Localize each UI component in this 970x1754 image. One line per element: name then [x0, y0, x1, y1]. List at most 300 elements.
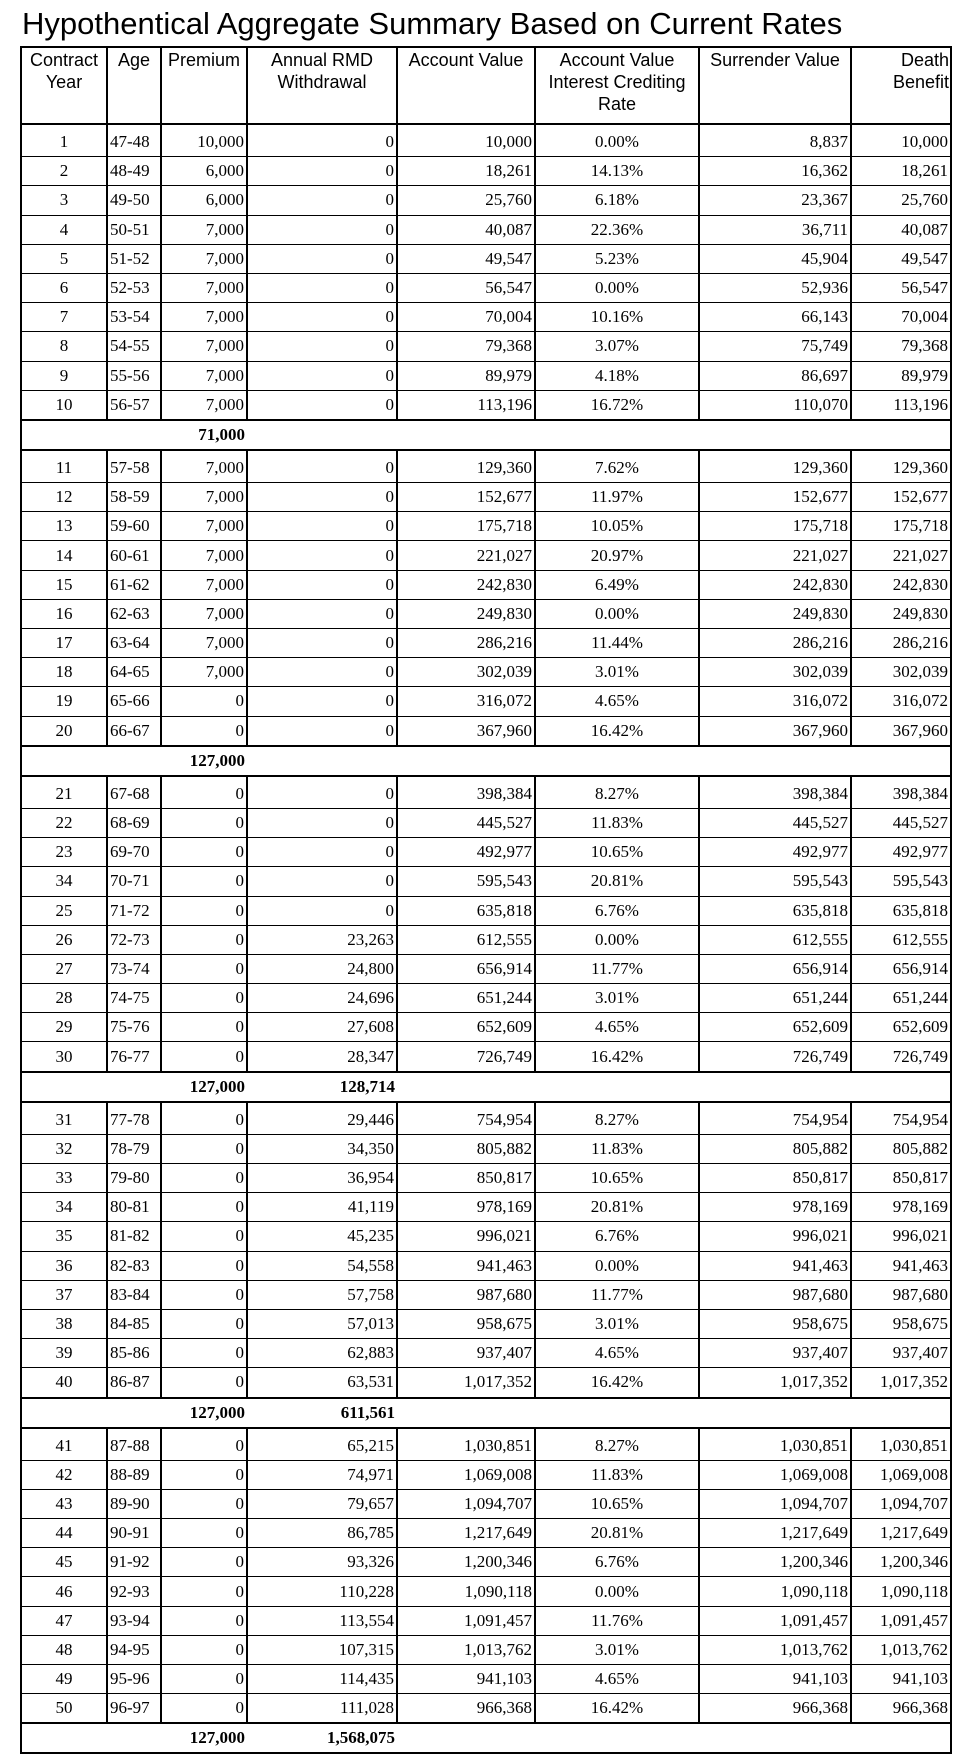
- subtotal-empty-cell: [535, 746, 699, 776]
- surrender-value-cell: 221,027: [699, 541, 851, 570]
- premium-cell: 0: [161, 984, 247, 1013]
- crediting-rate-cell: 16.72%: [535, 390, 699, 420]
- rmd-withdrawal-cell: 0: [247, 629, 397, 658]
- table-row: [21, 512, 951, 541]
- account-value-cell: 1,217,649: [397, 1519, 535, 1548]
- subtotal-empty-cell: [699, 746, 851, 776]
- account-value-cell: 941,463: [397, 1251, 535, 1280]
- death-benefit-cell: 1,069,008: [851, 1460, 951, 1489]
- crediting-rate-cell: 22.36%: [535, 215, 699, 244]
- death-benefit-cell: 1,217,649: [851, 1519, 951, 1548]
- contract-year-cell: 25: [21, 896, 107, 925]
- age-cell: 69-70: [107, 838, 161, 867]
- death-benefit-cell: 89,979: [851, 361, 951, 390]
- account-value-cell: 612,555: [397, 925, 535, 954]
- subtotal-empty-cell: [535, 1723, 699, 1753]
- premium-cell: 0: [161, 1694, 247, 1724]
- premium-cell: 6,000: [161, 157, 247, 186]
- subtotal-empty-cell: [699, 1072, 851, 1102]
- rmd-withdrawal-cell: 65,215: [247, 1432, 397, 1461]
- premium-cell: 0: [161, 1489, 247, 1518]
- crediting-rate-cell: 8.27%: [535, 1106, 699, 1135]
- death-benefit-cell: 49,547: [851, 244, 951, 273]
- age-cell: 76-77: [107, 1042, 161, 1072]
- table-row: [21, 1309, 951, 1338]
- surrender-value-cell: 1,091,457: [699, 1606, 851, 1635]
- surrender-value-cell: 754,954: [699, 1106, 851, 1135]
- crediting-rate-cell: 16.42%: [535, 716, 699, 746]
- rmd-subtotal: 1,568,075: [247, 1723, 397, 1753]
- age-cell: 77-78: [107, 1106, 161, 1135]
- rmd-subtotal: [247, 420, 397, 450]
- subtotal-empty-cell: [107, 1723, 161, 1753]
- crediting-rate-cell: 8.27%: [535, 1432, 699, 1461]
- crediting-rate-cell: 4.65%: [535, 1339, 699, 1368]
- table-row: [21, 780, 951, 809]
- rmd-withdrawal-cell: 111,028: [247, 1694, 397, 1724]
- crediting-rate-cell: 11.77%: [535, 954, 699, 983]
- rmd-withdrawal-cell: 114,435: [247, 1665, 397, 1694]
- age-cell: 51-52: [107, 244, 161, 273]
- premium-cell: 0: [161, 1432, 247, 1461]
- surrender-value-cell: 445,527: [699, 808, 851, 837]
- death-benefit-cell: 129,360: [851, 454, 951, 483]
- surrender-value-cell: 652,609: [699, 1013, 851, 1042]
- age-cell: 50-51: [107, 215, 161, 244]
- premium-cell: 7,000: [161, 483, 247, 512]
- surrender-value-cell: 1,013,762: [699, 1635, 851, 1664]
- age-cell: 86-87: [107, 1368, 161, 1398]
- surrender-value-cell: 1,217,649: [699, 1519, 851, 1548]
- account-value-cell: 937,407: [397, 1339, 535, 1368]
- contract-year-cell: 23: [21, 838, 107, 867]
- table-row: [21, 454, 951, 483]
- age-cell: 62-63: [107, 599, 161, 628]
- death-benefit-cell: 56,547: [851, 273, 951, 302]
- account-value-cell: 113,196: [397, 390, 535, 420]
- death-benefit-cell: 152,677: [851, 483, 951, 512]
- surrender-value-cell: 52,936: [699, 273, 851, 302]
- contract-year-cell: 37: [21, 1280, 107, 1309]
- death-benefit-cell: 805,882: [851, 1134, 951, 1163]
- subtotal-empty-cell: [397, 1072, 535, 1102]
- contract-year-cell: 11: [21, 454, 107, 483]
- surrender-value-cell: 302,039: [699, 658, 851, 687]
- premium-cell: 0: [161, 808, 247, 837]
- death-benefit-cell: 1,094,707: [851, 1489, 951, 1518]
- rmd-withdrawal-cell: 57,758: [247, 1280, 397, 1309]
- contract-year-cell: 42: [21, 1460, 107, 1489]
- subtotal-empty-cell: [699, 1723, 851, 1753]
- table-row: [21, 1665, 951, 1694]
- table-row: [21, 925, 951, 954]
- age-cell: 47-48: [107, 128, 161, 157]
- account-value-cell: 595,543: [397, 867, 535, 896]
- crediting-rate-cell: 3.01%: [535, 1309, 699, 1338]
- account-value-cell: 367,960: [397, 716, 535, 746]
- table-row: [21, 838, 951, 867]
- surrender-value-cell: 16,362: [699, 157, 851, 186]
- premium-cell: 0: [161, 1339, 247, 1368]
- surrender-value-cell: 242,830: [699, 570, 851, 599]
- col-header-interest-crediting-rate: Account Value Interest Crediting Rate: [535, 47, 699, 124]
- age-cell: 68-69: [107, 808, 161, 837]
- table-row: [21, 273, 951, 302]
- age-cell: 70-71: [107, 867, 161, 896]
- account-value-cell: 70,004: [397, 303, 535, 332]
- rmd-withdrawal-cell: 110,228: [247, 1577, 397, 1606]
- surrender-value-cell: 1,017,352: [699, 1368, 851, 1398]
- contract-year-cell: 40: [21, 1368, 107, 1398]
- premium-cell: 0: [161, 1460, 247, 1489]
- col-header-contract-year: Contract Year: [21, 47, 107, 124]
- account-value-cell: 56,547: [397, 273, 535, 302]
- surrender-value-cell: 367,960: [699, 716, 851, 746]
- age-cell: 91-92: [107, 1548, 161, 1577]
- contract-year-cell: 50: [21, 1694, 107, 1724]
- surrender-value-cell: 249,830: [699, 599, 851, 628]
- premium-cell: 0: [161, 1280, 247, 1309]
- table-row: [21, 1577, 951, 1606]
- rmd-withdrawal-cell: 0: [247, 157, 397, 186]
- table-row: [21, 1193, 951, 1222]
- premium-cell: 7,000: [161, 273, 247, 302]
- death-benefit-cell: 941,103: [851, 1665, 951, 1694]
- contract-year-cell: 28: [21, 984, 107, 1013]
- age-cell: 83-84: [107, 1280, 161, 1309]
- death-benefit-cell: 492,977: [851, 838, 951, 867]
- contract-year-cell: 49: [21, 1665, 107, 1694]
- table-row: [21, 303, 951, 332]
- account-value-cell: 1,013,762: [397, 1635, 535, 1664]
- surrender-value-cell: 316,072: [699, 687, 851, 716]
- account-value-cell: 805,882: [397, 1134, 535, 1163]
- rmd-withdrawal-cell: 0: [247, 332, 397, 361]
- table-row: [21, 157, 951, 186]
- table-row: [21, 1222, 951, 1251]
- premium-cell: 0: [161, 1193, 247, 1222]
- death-benefit-cell: 1,091,457: [851, 1606, 951, 1635]
- crediting-rate-cell: 10.65%: [535, 1489, 699, 1518]
- surrender-value-cell: 937,407: [699, 1339, 851, 1368]
- death-benefit-cell: 221,027: [851, 541, 951, 570]
- contract-year-cell: 34: [21, 867, 107, 896]
- premium-cell: 7,000: [161, 390, 247, 420]
- surrender-value-cell: 987,680: [699, 1280, 851, 1309]
- table-row: [21, 1164, 951, 1193]
- death-benefit-cell: 754,954: [851, 1106, 951, 1135]
- age-cell: 95-96: [107, 1665, 161, 1694]
- table-row: [21, 984, 951, 1013]
- rmd-withdrawal-cell: 0: [247, 454, 397, 483]
- table-header: [21, 47, 951, 124]
- premium-cell: 7,000: [161, 244, 247, 273]
- crediting-rate-cell: 10.65%: [535, 838, 699, 867]
- contract-year-cell: 34: [21, 1193, 107, 1222]
- surrender-value-cell: 1,200,346: [699, 1548, 851, 1577]
- crediting-rate-cell: 3.01%: [535, 984, 699, 1013]
- contract-year-cell: 8: [21, 332, 107, 361]
- rmd-withdrawal-cell: 0: [247, 361, 397, 390]
- age-cell: 60-61: [107, 541, 161, 570]
- contract-year-cell: 27: [21, 954, 107, 983]
- death-benefit-cell: 726,749: [851, 1042, 951, 1072]
- subtotal-empty-cell: [21, 746, 107, 776]
- rmd-withdrawal-cell: 0: [247, 599, 397, 628]
- account-value-cell: 10,000: [397, 128, 535, 157]
- crediting-rate-cell: 10.65%: [535, 1164, 699, 1193]
- contract-year-cell: 18: [21, 658, 107, 687]
- crediting-rate-cell: 11.83%: [535, 1134, 699, 1163]
- crediting-rate-cell: 3.01%: [535, 658, 699, 687]
- death-benefit-cell: 286,216: [851, 629, 951, 658]
- surrender-value-cell: 129,360: [699, 454, 851, 483]
- rmd-withdrawal-cell: 54,558: [247, 1251, 397, 1280]
- contract-year-cell: 21: [21, 780, 107, 809]
- age-cell: 93-94: [107, 1606, 161, 1635]
- table-row: [21, 1042, 951, 1072]
- surrender-value-cell: 110,070: [699, 390, 851, 420]
- account-value-cell: 1,030,851: [397, 1432, 535, 1461]
- rmd-withdrawal-cell: 0: [247, 896, 397, 925]
- age-cell: 82-83: [107, 1251, 161, 1280]
- table-row: [21, 1106, 951, 1135]
- death-benefit-cell: 40,087: [851, 215, 951, 244]
- death-benefit-cell: 937,407: [851, 1339, 951, 1368]
- surrender-value-cell: 66,143: [699, 303, 851, 332]
- surrender-value-cell: 656,914: [699, 954, 851, 983]
- surrender-value-cell: 152,677: [699, 483, 851, 512]
- premium-subtotal: 127,000: [161, 746, 247, 776]
- account-value-cell: 242,830: [397, 570, 535, 599]
- contract-year-cell: 6: [21, 273, 107, 302]
- death-benefit-cell: 367,960: [851, 716, 951, 746]
- rmd-withdrawal-cell: 0: [247, 303, 397, 332]
- premium-cell: 0: [161, 954, 247, 983]
- account-value-cell: 635,818: [397, 896, 535, 925]
- death-benefit-cell: 612,555: [851, 925, 951, 954]
- account-value-cell: 492,977: [397, 838, 535, 867]
- contract-year-cell: 4: [21, 215, 107, 244]
- surrender-value-cell: 726,749: [699, 1042, 851, 1072]
- death-benefit-cell: 70,004: [851, 303, 951, 332]
- table-row: [21, 658, 951, 687]
- premium-cell: 0: [161, 1548, 247, 1577]
- crediting-rate-cell: 4.18%: [535, 361, 699, 390]
- subtotal-empty-cell: [851, 1072, 951, 1102]
- death-benefit-cell: 175,718: [851, 512, 951, 541]
- account-value-cell: 1,200,346: [397, 1548, 535, 1577]
- contract-year-cell: 36: [21, 1251, 107, 1280]
- table-row: [21, 244, 951, 273]
- death-benefit-cell: 18,261: [851, 157, 951, 186]
- rmd-withdrawal-cell: 62,883: [247, 1339, 397, 1368]
- crediting-rate-cell: 5.23%: [535, 244, 699, 273]
- surrender-value-cell: 978,169: [699, 1193, 851, 1222]
- surrender-value-cell: 492,977: [699, 838, 851, 867]
- subtotal-empty-cell: [699, 1398, 851, 1428]
- rmd-withdrawal-cell: 86,785: [247, 1519, 397, 1548]
- premium-cell: 0: [161, 1251, 247, 1280]
- surrender-value-cell: 36,711: [699, 215, 851, 244]
- contract-year-cell: 13: [21, 512, 107, 541]
- premium-cell: 0: [161, 1042, 247, 1072]
- crediting-rate-cell: 11.44%: [535, 629, 699, 658]
- premium-cell: 0: [161, 780, 247, 809]
- table-row: [21, 896, 951, 925]
- surrender-value-cell: 612,555: [699, 925, 851, 954]
- subtotal-empty-cell: [851, 420, 951, 450]
- table-row: [21, 128, 951, 157]
- rmd-withdrawal-cell: 0: [247, 483, 397, 512]
- account-value-cell: 1,091,457: [397, 1606, 535, 1635]
- premium-cell: 0: [161, 1013, 247, 1042]
- premium-cell: 0: [161, 925, 247, 954]
- account-value-cell: 978,169: [397, 1193, 535, 1222]
- contract-year-cell: 47: [21, 1606, 107, 1635]
- contract-year-cell: 43: [21, 1489, 107, 1518]
- premium-subtotal: 71,000: [161, 420, 247, 450]
- subtotal-empty-cell: [851, 746, 951, 776]
- subtotal-row: [21, 1723, 951, 1753]
- table-row: [21, 1134, 951, 1163]
- table-row: [21, 599, 951, 628]
- rmd-withdrawal-cell: 0: [247, 390, 397, 420]
- subtotal-row: [21, 746, 951, 776]
- contract-year-cell: 1: [21, 128, 107, 157]
- death-benefit-cell: 651,244: [851, 984, 951, 1013]
- crediting-rate-cell: 11.76%: [535, 1606, 699, 1635]
- premium-cell: 0: [161, 1519, 247, 1548]
- account-value-cell: 754,954: [397, 1106, 535, 1135]
- crediting-rate-cell: 14.13%: [535, 157, 699, 186]
- table-row: [21, 808, 951, 837]
- crediting-rate-cell: 6.76%: [535, 1222, 699, 1251]
- table-row: [21, 954, 951, 983]
- contract-year-cell: 20: [21, 716, 107, 746]
- rmd-withdrawal-cell: 0: [247, 273, 397, 302]
- table-row: [21, 1635, 951, 1664]
- rmd-withdrawal-cell: 63,531: [247, 1368, 397, 1398]
- age-cell: 87-88: [107, 1432, 161, 1461]
- subtotal-row: [21, 1072, 951, 1102]
- age-cell: 78-79: [107, 1134, 161, 1163]
- account-value-cell: 987,680: [397, 1280, 535, 1309]
- crediting-rate-cell: 0.00%: [535, 1251, 699, 1280]
- col-header-account-value: Account Value: [397, 47, 535, 124]
- account-value-cell: 996,021: [397, 1222, 535, 1251]
- death-benefit-cell: 656,914: [851, 954, 951, 983]
- account-value-cell: 958,675: [397, 1309, 535, 1338]
- account-value-cell: 656,914: [397, 954, 535, 983]
- premium-cell: 6,000: [161, 186, 247, 215]
- surrender-value-cell: 1,030,851: [699, 1432, 851, 1461]
- premium-cell: 7,000: [161, 332, 247, 361]
- age-cell: 94-95: [107, 1635, 161, 1664]
- premium-cell: 0: [161, 716, 247, 746]
- crediting-rate-cell: 10.16%: [535, 303, 699, 332]
- surrender-value-cell: 398,384: [699, 780, 851, 809]
- rmd-withdrawal-cell: 107,315: [247, 1635, 397, 1664]
- age-cell: 49-50: [107, 186, 161, 215]
- table-row: [21, 1368, 951, 1398]
- surrender-value-cell: 75,749: [699, 332, 851, 361]
- contract-year-cell: 33: [21, 1164, 107, 1193]
- contract-year-cell: 48: [21, 1635, 107, 1664]
- summary-table: [20, 46, 952, 1754]
- table-body: [21, 124, 951, 1753]
- contract-year-cell: 35: [21, 1222, 107, 1251]
- crediting-rate-cell: 8.27%: [535, 780, 699, 809]
- death-benefit-cell: 249,830: [851, 599, 951, 628]
- account-value-cell: 1,094,707: [397, 1489, 535, 1518]
- contract-year-cell: 26: [21, 925, 107, 954]
- age-cell: 57-58: [107, 454, 161, 483]
- rmd-withdrawal-cell: 36,954: [247, 1164, 397, 1193]
- premium-cell: 7,000: [161, 215, 247, 244]
- account-value-cell: 40,087: [397, 215, 535, 244]
- surrender-value-cell: 941,463: [699, 1251, 851, 1280]
- rmd-withdrawal-cell: 0: [247, 128, 397, 157]
- rmd-withdrawal-cell: 0: [247, 808, 397, 837]
- crediting-rate-cell: 6.49%: [535, 570, 699, 599]
- crediting-rate-cell: 0.00%: [535, 599, 699, 628]
- age-cell: 53-54: [107, 303, 161, 332]
- age-cell: 84-85: [107, 1309, 161, 1338]
- contract-year-cell: 5: [21, 244, 107, 273]
- premium-cell: 0: [161, 1606, 247, 1635]
- table-row: [21, 1280, 951, 1309]
- crediting-rate-cell: 3.01%: [535, 1635, 699, 1664]
- contract-year-cell: 9: [21, 361, 107, 390]
- rmd-withdrawal-cell: 0: [247, 541, 397, 570]
- crediting-rate-cell: 0.00%: [535, 1577, 699, 1606]
- surrender-value-cell: 286,216: [699, 629, 851, 658]
- premium-cell: 7,000: [161, 629, 247, 658]
- surrender-value-cell: 175,718: [699, 512, 851, 541]
- premium-cell: 0: [161, 1368, 247, 1398]
- crediting-rate-cell: 20.81%: [535, 1519, 699, 1548]
- crediting-rate-cell: 16.42%: [535, 1368, 699, 1398]
- premium-cell: 0: [161, 1309, 247, 1338]
- subtotal-empty-cell: [397, 1723, 535, 1753]
- contract-year-cell: 3: [21, 186, 107, 215]
- rmd-withdrawal-cell: 24,696: [247, 984, 397, 1013]
- surrender-value-cell: 651,244: [699, 984, 851, 1013]
- account-value-cell: 129,360: [397, 454, 535, 483]
- contract-year-cell: 46: [21, 1577, 107, 1606]
- account-value-cell: 398,384: [397, 780, 535, 809]
- age-cell: 72-73: [107, 925, 161, 954]
- contract-year-cell: 14: [21, 541, 107, 570]
- contract-year-cell: 32: [21, 1134, 107, 1163]
- account-value-cell: 1,017,352: [397, 1368, 535, 1398]
- death-benefit-cell: 1,090,118: [851, 1577, 951, 1606]
- age-cell: 58-59: [107, 483, 161, 512]
- age-cell: 81-82: [107, 1222, 161, 1251]
- surrender-value-cell: 1,069,008: [699, 1460, 851, 1489]
- contract-year-cell: 12: [21, 483, 107, 512]
- table-row: [21, 541, 951, 570]
- rmd-withdrawal-cell: 0: [247, 658, 397, 687]
- account-value-cell: 966,368: [397, 1694, 535, 1724]
- crediting-rate-cell: 10.05%: [535, 512, 699, 541]
- subtotal-empty-cell: [107, 420, 161, 450]
- contract-year-cell: 44: [21, 1519, 107, 1548]
- crediting-rate-cell: 6.76%: [535, 896, 699, 925]
- death-benefit-cell: 79,368: [851, 332, 951, 361]
- surrender-value-cell: 86,697: [699, 361, 851, 390]
